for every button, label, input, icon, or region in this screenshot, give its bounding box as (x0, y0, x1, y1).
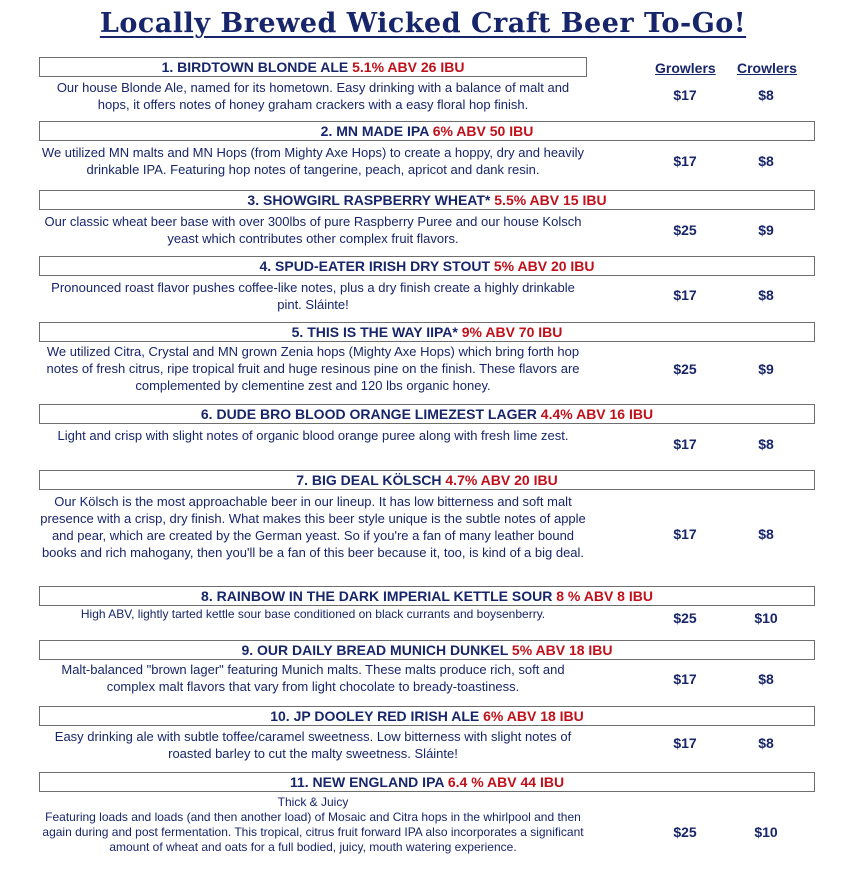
crowler-price: $8 (758, 287, 774, 303)
beer-description: We utilized MN malts and MN Hops (from Mighty Axe Hops) to create a hoppy, dry and heavily drinkable IPA. Featuring hop notes of tangerine, peach, apricot and dank resin. (41, 145, 585, 177)
growler-price: $25 (673, 222, 697, 238)
beer-abv: 4.4% ABV 16 IBU (540, 406, 654, 422)
beer-name-box (39, 640, 815, 660)
beer-abv: 6% ABV 18 IBU (483, 708, 584, 724)
crowler-price: $9 (758, 361, 774, 377)
beer-name: 10. JP DOOLEY RED IRISH ALE (270, 708, 480, 724)
beer-name-box (39, 190, 815, 210)
beer-description: High ABV, lightly tarted kettle sour base conditioned on black currants and boysenberry. (80, 607, 546, 621)
crowler-price: $10 (754, 610, 778, 626)
beer-name-box (39, 404, 815, 424)
beer-name: 7. BIG DEAL KÖLSCH (296, 472, 442, 488)
growler-price: $17 (673, 735, 697, 751)
crowler-price: $8 (758, 671, 774, 687)
beer-name: 2. MN MADE IPA (320, 123, 429, 139)
beer-description: Our Kölsch is the most approachable beer in our lineup. It has low bitterness and soft malt presence with a crisp, dry finish. What makes this beer style unique is the subtle notes of apple and pear, which are created by the German yeast. So if you're a fan of many leather bound books and rich mahogany, then you'll be a fan of this beer because it, too, is kind of a big deal. (40, 494, 586, 560)
crowler-price: $8 (758, 436, 774, 452)
beer-description: Light and crisp with slight notes of organic blood orange puree along with fresh lime zest. (57, 428, 569, 443)
beer-subtitle: Thick & Juicy (277, 795, 349, 809)
beer-name-box (39, 121, 815, 141)
growlers-header: Growlers (655, 60, 716, 76)
beer-abv: 9% ABV 70 IBU (461, 324, 563, 340)
menu-title: Locally Brewed Wicked Craft Beer To-Go! (99, 8, 747, 39)
beer-abv: 6% ABV 50 IBU (432, 123, 534, 139)
beer-abv: 6.4 % ABV 44 IBU (447, 774, 565, 790)
beer-name: 6. DUDE BRO BLOOD ORANGE LIMEZEST LAGER (200, 406, 537, 422)
growler-price: $25 (673, 361, 697, 377)
beer-description: Our classic wheat beer base with over 300lbs of pure Raspberry Puree and our house Kolsch yeast which contributes other complex fruit flavors. (44, 214, 582, 246)
beer-name-box (39, 586, 815, 606)
beer-abv: 5% ABV 18 IBU (511, 642, 613, 658)
crowler-price: $10 (754, 824, 778, 840)
beer-description: Featuring loads and loads (and then another load) of Mosaic and Citra hops in the whirlpool and then again during and post fermentation. This tropical, citrus fruit forward IPA also incorporates a significant amount of wheat and oats for a full bodied, juicy, mouth watering experience. (42, 810, 584, 854)
beer-abv: 5.1% ABV 26 IBU (352, 59, 465, 75)
beer-name-box (39, 322, 815, 342)
crowler-price: $8 (758, 87, 774, 103)
crowler-price: $8 (758, 526, 774, 542)
beer-abv: 5.5% ABV 15 IBU (494, 192, 607, 208)
beer-name: 4. SPUD-EATER IRISH DRY STOUT (259, 258, 490, 274)
growler-price: $17 (673, 526, 697, 542)
beer-name: 1. BIRDTOWN BLONDE ALE (161, 59, 349, 75)
beer-name: 11. NEW ENGLAND IPA (289, 774, 444, 790)
growler-price: $25 (673, 824, 697, 840)
beer-name: 5. THIS IS THE WAY IIPA* (291, 324, 458, 340)
crowler-price: $8 (758, 153, 774, 169)
beer-description: We utilized Citra, Crystal and MN grown Zenia hops (Mighty Axe Hops) which bring forth hop notes of fresh citrus, ripe tropical fruit and huge resinous pine on the finish. These flavors are complemented by clementine zest and 120 lbs organic honey. (46, 344, 580, 393)
beer-name-box (39, 256, 815, 276)
crowlers-header: Crowlers (737, 60, 797, 76)
beer-name: 9. OUR DAILY BREAD MUNICH DUNKEL (241, 642, 509, 658)
beer-abv: 5% ABV 20 IBU (493, 258, 595, 274)
crowler-price: $8 (758, 735, 774, 751)
beer-name: 3. SHOWGIRL RASPBERRY WHEAT* (247, 192, 491, 208)
growler-price: $17 (673, 436, 697, 452)
beer-name-box (39, 57, 587, 77)
beer-name-box (39, 470, 815, 490)
beer-abv: 4.7% ABV 20 IBU (445, 472, 558, 488)
growler-price: $17 (673, 287, 697, 303)
beer-description: Our house Blonde Ale, named for its hometown. Easy drinking with a balance of malt and hops, it offers notes of honey graham crackers with a easy floral hop finish. (56, 80, 570, 112)
growler-price: $17 (673, 153, 697, 169)
beer-description: Malt-balanced "brown lager" featuring Munich malts. These malts produce rich, soft and complex malt flavors that vary from light chocolate to bready-toastiness. (61, 662, 565, 694)
growler-price: $17 (673, 671, 697, 687)
beer-name: 8. RAINBOW IN THE DARK IMPERIAL KETTLE SOUR (201, 588, 553, 604)
crowler-price: $9 (758, 222, 774, 238)
beer-description: Easy drinking ale with subtle toffee/caramel sweetness. Low bitterness with slight notes of roasted barley to cut the malty sweetness. Sláinte! (54, 729, 572, 761)
growler-price: $25 (673, 610, 697, 626)
beer-name-box (39, 706, 815, 726)
beer-abv: 8 % ABV 8 IBU (556, 588, 653, 604)
beer-description: Pronounced roast flavor pushes coffee-like notes, plus a dry finish create a highly drinkable pint. Sláinte! (51, 280, 575, 312)
beer-name-box (39, 772, 815, 792)
growler-price: $17 (673, 87, 697, 103)
